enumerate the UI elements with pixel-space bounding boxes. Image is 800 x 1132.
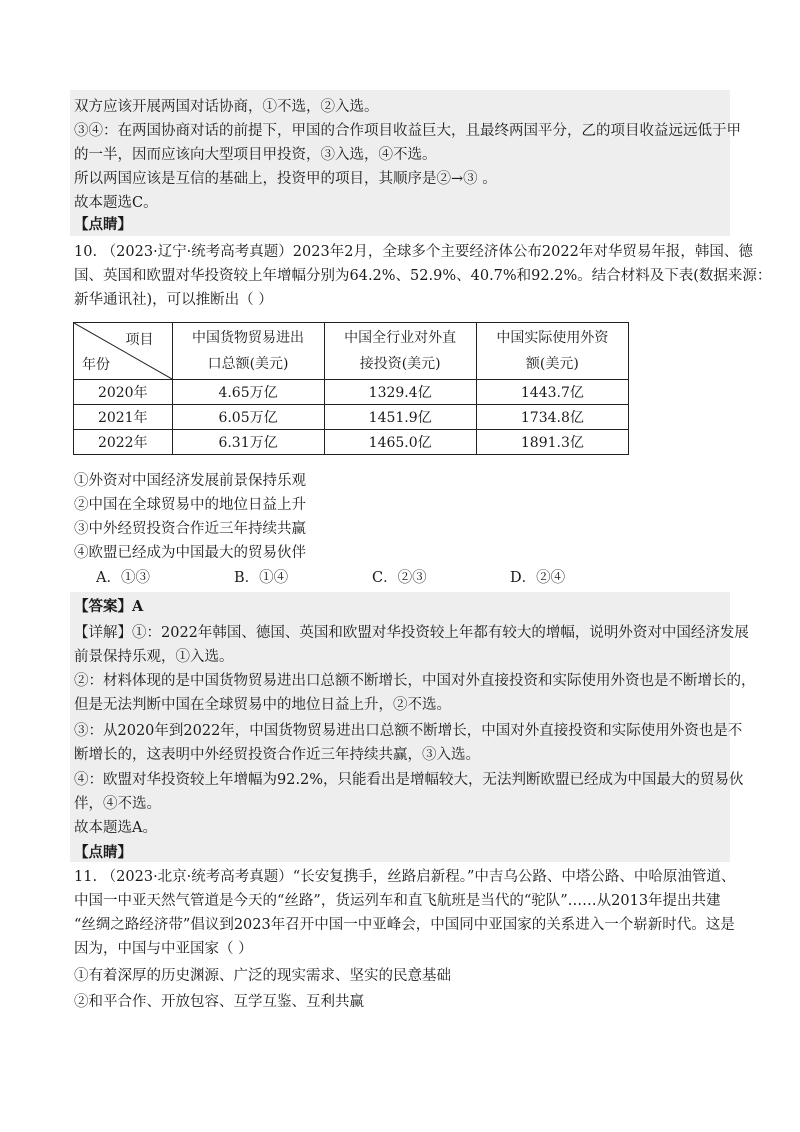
statement-item: ②和平合作、开放包容、互学互鉴、互利共赢	[74, 994, 364, 1010]
question-10-stem-line: 国、英国和欧盟对华投资较上年增幅分别为64.2%、52.9%、40.7%和92.2%。结合材料及下表(数据来源：	[74, 268, 772, 284]
answer-options	[96, 566, 565, 587]
table-cell: 4.65万亿	[172, 380, 324, 405]
table-cell: 2021年	[74, 405, 173, 430]
table-cell: 1443.7亿	[476, 380, 628, 405]
statement-item: ③中外经贸投资合作近三年持续共赢	[74, 521, 306, 537]
statement-item: ②中国在全球贸易中的地位日益上升	[74, 497, 306, 513]
table-cell: 2022年	[74, 430, 173, 455]
option-b: B．①④	[234, 570, 289, 586]
analysis-line: ③④：在两国协商对话的前提下，甲国的合作项目收益巨大，且最终两国平分，乙的项目收益远远低于甲	[74, 123, 741, 139]
table-cell: 1891.3亿	[476, 430, 628, 455]
header-line: 中国实际使用外资	[496, 330, 609, 346]
table-header-cell	[172, 323, 324, 380]
analysis-line: 的一半，因而应该向大型项目甲投资，③入选，④不选。	[74, 147, 437, 163]
statement-item: ①外资对中国经济发展前景保持乐观	[74, 473, 306, 489]
question-11-stem-line: 中国一中亚天然气管道是今天的“丝路”，货运列车和直飞航班是当代的“驼队”……从2013年提出共建	[74, 893, 721, 909]
analysis-line: 双方应该开展两国对话协商，①不选，②入选。	[74, 99, 379, 115]
header-line: 中国全行业对外直	[344, 330, 457, 346]
question-11-stem-line: “丝绸之路经济带”倡议到2023年召开中国一中亚峰会，中国同中亚国家的关系进入一个崭新时代。这是	[74, 917, 735, 933]
corner-header-item: 项目	[125, 332, 154, 348]
statement-item: ④欧盟已经成为中国最大的贸易伙伴	[74, 545, 306, 561]
table-cell: 1329.4亿	[324, 380, 476, 405]
analysis-line: 【详解】①：2022年韩国、德国、英国和欧盟对华投资较上年都有较大的增幅，说明外资对中国经济发展	[74, 625, 749, 641]
option-c: C．②③	[372, 570, 427, 586]
analysis-line: 伴，④不选。	[74, 796, 161, 812]
option-d: D．②④	[510, 570, 566, 586]
header-line: 接投资(美元)	[359, 356, 441, 372]
table-header-cell	[324, 323, 476, 380]
question-10-stem-line: 10. （2023·辽宁·统考高考真题）2023年2月，全球多个主要经济体公布2022年对华贸易年报，韩国、德	[74, 244, 753, 260]
analysis-line: 故本题选A。	[74, 820, 157, 836]
header-line: 口总额(美元)	[207, 356, 289, 372]
analysis-line: 所以两国应该是互信的基础上，投资甲的项目，其顺序是②→③ 。	[74, 171, 497, 187]
table-cell: 1465.0亿	[324, 430, 476, 455]
answer-label: 【答案】A	[74, 598, 144, 615]
question-10-stem-line: 新华通讯社)，可以推断出（ ）	[74, 292, 273, 308]
analysis-line: 故本题选C。	[74, 195, 158, 211]
option-a: A．①③	[96, 570, 150, 586]
table-row	[74, 380, 629, 405]
question-11-stem-line: 因为，中国与中亚国家（ ）	[74, 941, 253, 957]
table-row	[74, 405, 629, 430]
analysis-line: ②：材料体现的是中国货物贸易进出口总额不断增长，中国对外直接投资和实际使用外资也是不断增长的，	[74, 673, 756, 689]
analysis-line: ③：从2020年到2022年，中国货物贸易进出口总额不断增长，中国对外直接投资和实际使用外资也是不	[74, 723, 743, 739]
analysis-line: 前景保持乐观，①入选。	[74, 649, 234, 665]
statement-item: ①有着深厚的历史渊源、广泛的现实需求、坚实的民意基础	[74, 968, 451, 984]
table-row	[74, 430, 629, 455]
analysis-line: 断增长的，这表明中外经贸投资合作近三年持续共赢，③入选。	[74, 747, 480, 763]
analysis-line: ④：欧盟对华投资较上年增幅为92.2%，只能看出是增幅较大，无法判断欧盟已经成为中国最大的贸易伙	[74, 772, 744, 788]
corner-header-year: 年份	[82, 357, 110, 373]
header-line: 中国货物贸易进出	[192, 330, 305, 346]
table-corner-cell	[74, 323, 173, 380]
table-cell: 1734.8亿	[476, 405, 628, 430]
analysis-line: 但是无法判断中国在全球贸易中的地位日益上升，②不选。	[74, 697, 451, 713]
comment-label: 【点睛】	[74, 216, 132, 233]
question-11-stem-line: 11. （2023·北京·统考高考真题）“长安复携手，丝路启新程。”中吉乌公路、中塔公路、中哈原油管道、	[74, 869, 736, 885]
table-cell: 6.31万亿	[172, 430, 324, 455]
comment-label: 【点睛】	[74, 844, 132, 861]
table-header-cell	[476, 323, 628, 380]
table-cell: 2020年	[74, 380, 173, 405]
table-cell: 6.05万亿	[172, 405, 324, 430]
trade-data-table	[73, 322, 629, 455]
table-cell: 1451.9亿	[324, 405, 476, 430]
header-line: 额(美元)	[525, 356, 579, 372]
